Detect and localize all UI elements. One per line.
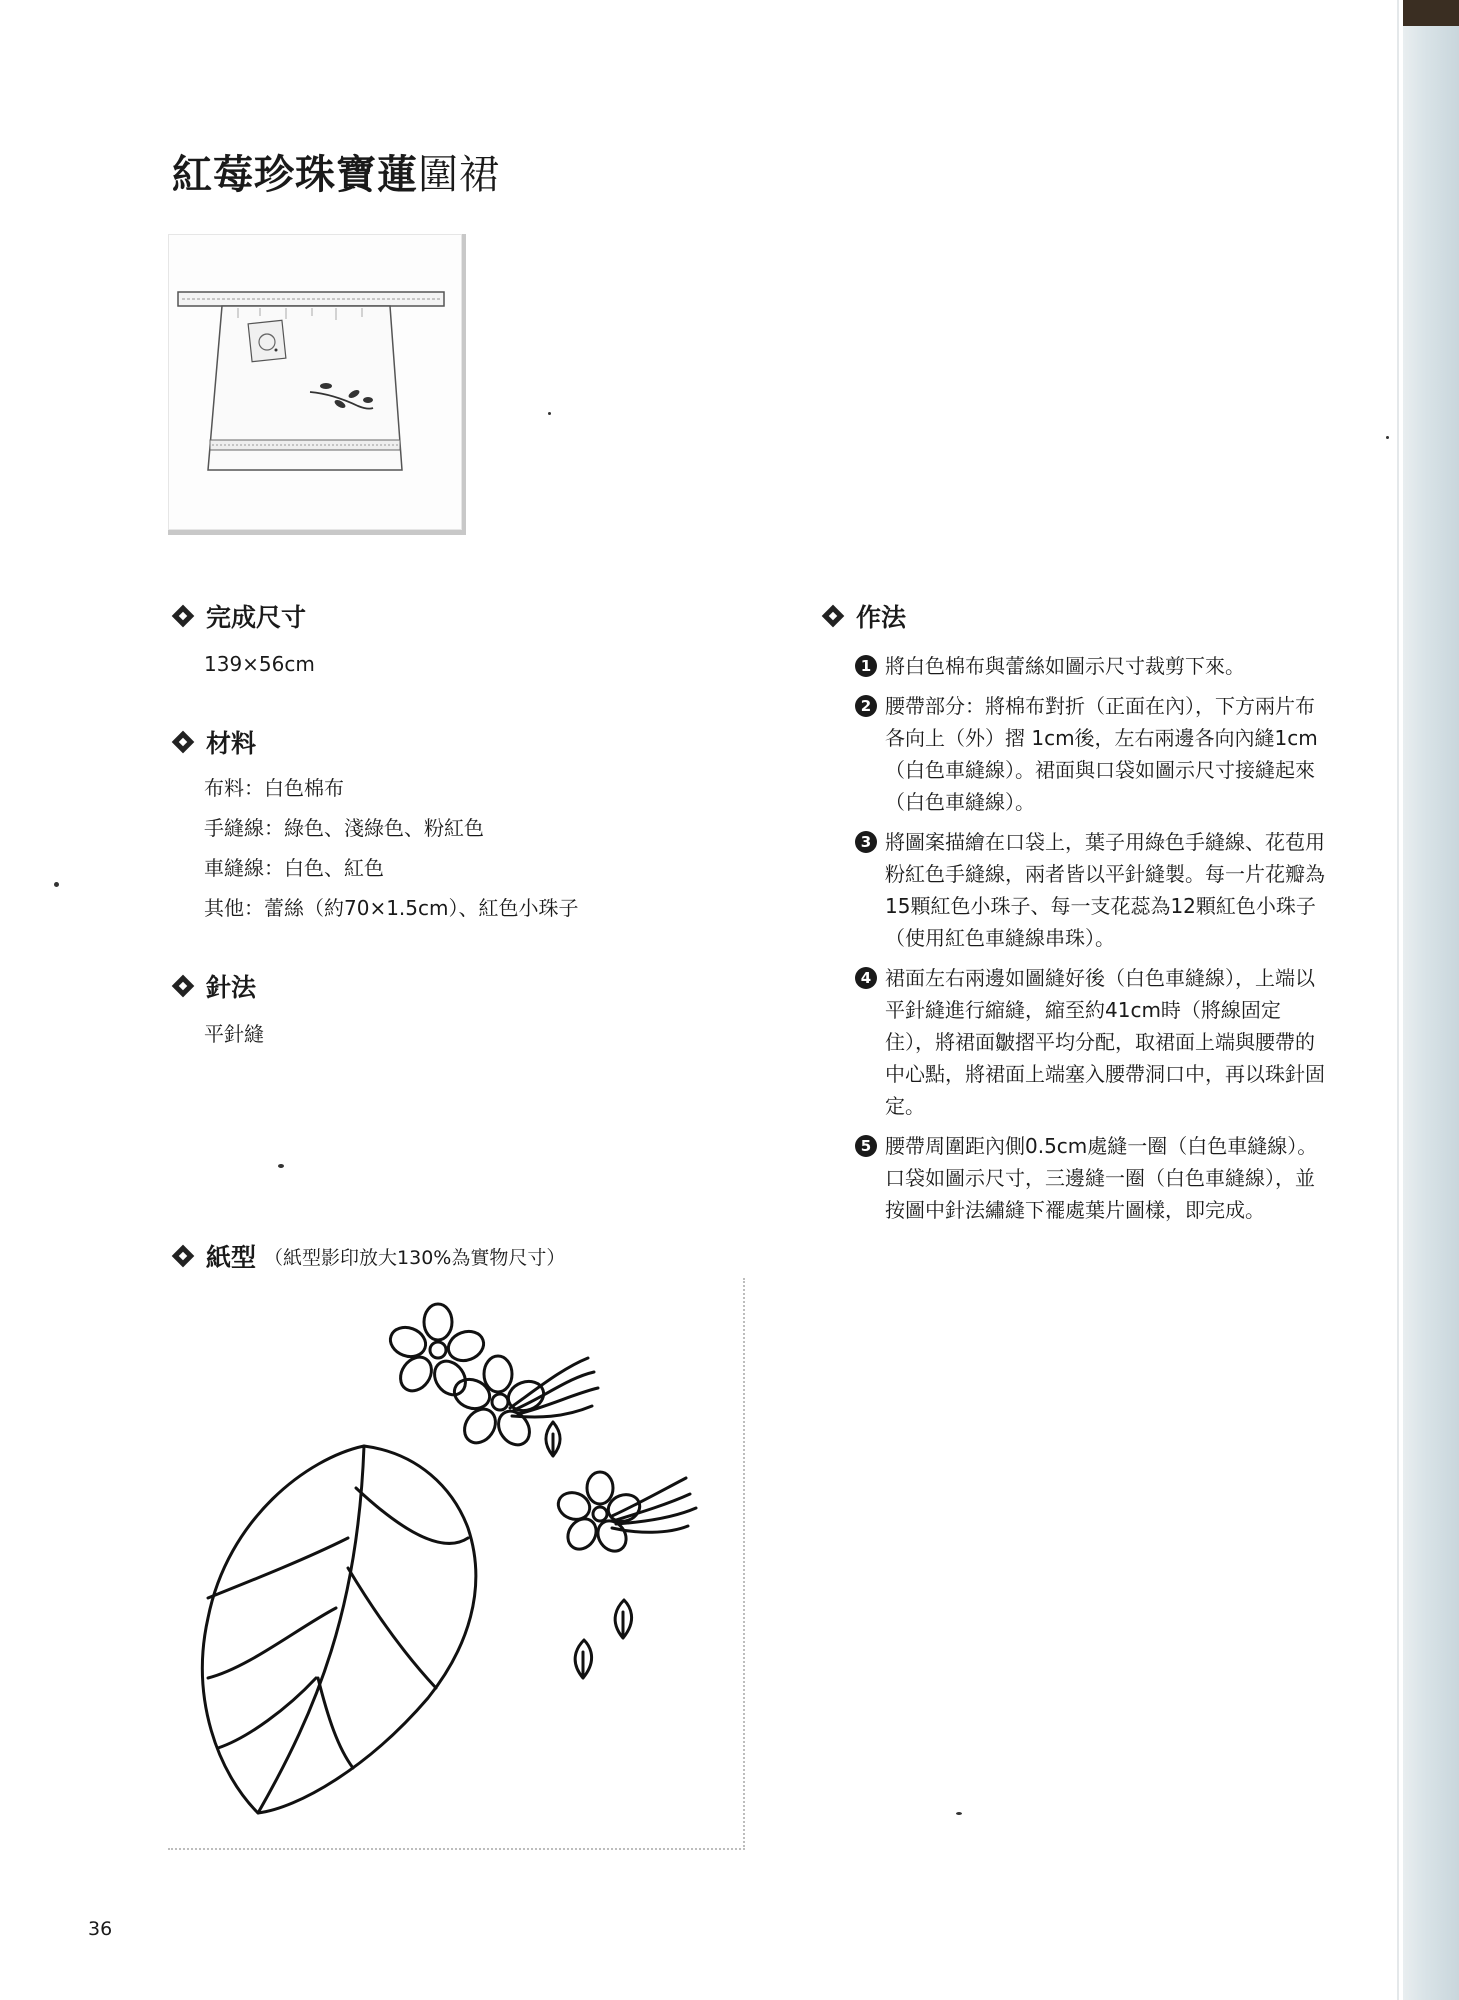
step-text: 腰帶部分：將棉布對折（正面在內），下方兩片布各向上（外）摺 1cm後，左右兩邊各向內縫1cm（白色車縫線）。裙面與口袋如圖示尺寸接縫起來（白色車縫線）。 xyxy=(885,694,1318,814)
step-3 xyxy=(855,826,1325,954)
page-corner-shadow xyxy=(1403,0,1459,26)
scan-speck xyxy=(956,1812,962,1815)
finished-size-value: 139×56cm xyxy=(204,652,315,676)
flower-2 xyxy=(450,1356,547,1451)
material-item-hand-thread: 手縫線：綠色、淺綠色、粉紅色 xyxy=(204,816,484,840)
heading-pattern: 紙型 （紙型影印放大130%為實物尺寸） xyxy=(170,1238,565,1274)
step-number-badge: 2 xyxy=(855,695,877,717)
scan-speck xyxy=(278,1164,284,1168)
title-suffix: 圍裙 xyxy=(418,152,500,198)
seed-1 xyxy=(546,1422,560,1456)
diamond-bullet-icon xyxy=(170,603,196,629)
seed-3 xyxy=(575,1640,591,1678)
scan-speck xyxy=(1386,436,1389,439)
diamond-bullet-icon xyxy=(820,603,846,629)
pattern-drawing xyxy=(168,1278,745,1850)
stitch-value: 平針縫 xyxy=(204,1022,264,1046)
scan-speck xyxy=(54,882,59,887)
material-item-fabric: 布料：白色棉布 xyxy=(204,776,344,800)
material-item-machine-thread: 車縫線：白色、紅色 xyxy=(204,856,384,880)
page-fold-line xyxy=(1397,0,1399,2000)
step-1 xyxy=(855,650,1325,682)
scan-speck xyxy=(548,412,551,415)
material-item-other: 其他：蕾絲（約70×1.5cm）、紅色小珠子 xyxy=(204,896,579,920)
seed-2 xyxy=(615,1600,631,1638)
heading-materials: 材料 xyxy=(170,724,256,760)
apron-illustration xyxy=(168,234,462,530)
step-number-badge: 1 xyxy=(855,655,877,677)
step-2 xyxy=(855,690,1325,818)
step-text: 裙面左右兩邊如圖縫好後（白色車縫線），上端以平針縫進行縮縫，縮至約41cm時（將線固定住），將裙面皺摺平均分配，取裙面上端與腰帶的中心點，將裙面上端塞入腰帶洞口中，再以珠針固定。 xyxy=(885,966,1325,1118)
page-title xyxy=(172,143,500,200)
diamond-bullet-icon xyxy=(170,1243,196,1269)
leaf-outline xyxy=(202,1446,475,1813)
step-text: 將圖案描繪在口袋上，葉子用綠色手縫線、花苞用粉紅色手縫線，兩者皆以平針縫製。每一片花瓣為15顆紅色小珠子、每一支花蕊為12顆紅色小珠子（使用紅色車縫線串珠）。 xyxy=(885,830,1325,950)
step-4 xyxy=(855,962,1325,1122)
step-5 xyxy=(855,1130,1325,1226)
page-number: 36 xyxy=(88,1918,113,1940)
heading-stitch: 針法 xyxy=(170,968,256,1004)
step-text: 腰帶周圍距內側0.5cm處縫一圈（白色車縫線）。口袋如圖示尺寸，三邊縫一圈（白色車縫線），並按圖中針法繡縫下襬處葉片圖樣，即完成。 xyxy=(885,1134,1318,1222)
diamond-bullet-icon xyxy=(170,729,196,755)
flower-1 xyxy=(386,1304,487,1401)
next-page-edge xyxy=(1403,0,1459,2000)
leaf-flower-pattern xyxy=(168,1278,743,1848)
title-main: 紅莓珍珠寶蓮 xyxy=(172,152,418,198)
step-number-badge: 4 xyxy=(855,967,877,989)
materials-list xyxy=(204,768,579,928)
pattern-note: （紙型影印放大130%為實物尺寸） xyxy=(264,1246,566,1269)
heading-finished-size: 完成尺寸 xyxy=(170,598,306,634)
step-text: 將白色棉布與蕾絲如圖示尺寸裁剪下來。 xyxy=(885,654,1245,678)
heading-method: 作法 xyxy=(820,598,906,634)
step-number-badge: 5 xyxy=(855,1135,877,1157)
apron-pocket xyxy=(248,320,286,361)
apron-photo xyxy=(168,234,466,535)
step-number-badge: 3 xyxy=(855,831,877,853)
diamond-bullet-icon xyxy=(170,973,196,999)
method-steps xyxy=(855,650,1325,1234)
